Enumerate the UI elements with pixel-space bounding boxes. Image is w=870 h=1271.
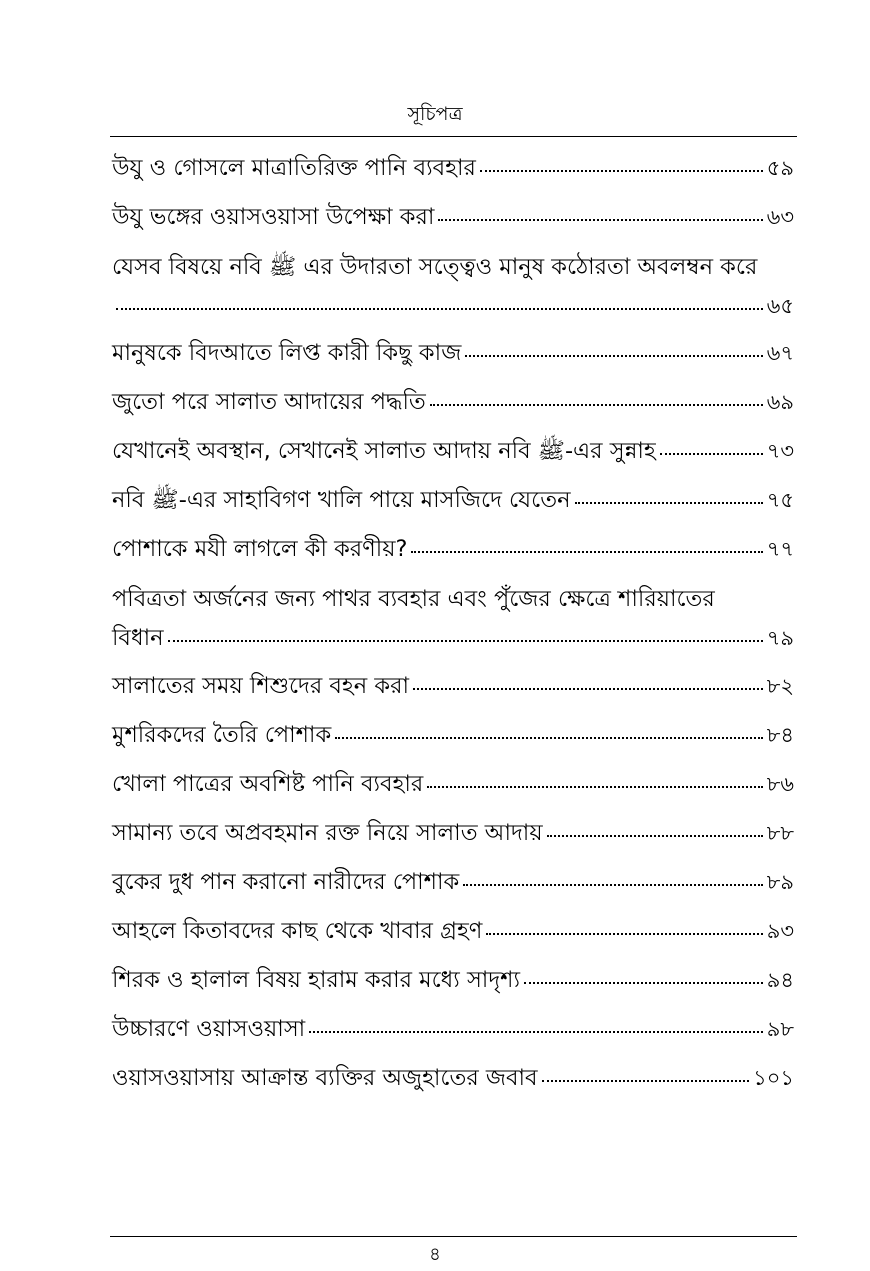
toc-entry-page: ৬৫	[766, 294, 794, 318]
footer-divider	[110, 1236, 797, 1237]
toc-row	[112, 722, 794, 749]
toc-entry-title: আহলে কিতাবদের কাছ থেকে খাবার গ্রহণ	[112, 918, 483, 944]
toc-entry	[112, 536, 794, 563]
toc-entry-title: মুশরিকদের তৈরি পোশাক	[112, 722, 332, 748]
toc-entry-title: বিধান	[112, 625, 164, 651]
toc-entry	[112, 487, 794, 514]
toc-entry	[112, 155, 794, 182]
toc-row	[112, 673, 794, 700]
toc-entry-title: উচ্চারণে ওয়াসওয়াসা	[112, 1016, 306, 1042]
toc-entry-title: উযু ভঙ্গের ওয়াসওয়াসা উপেক্ষা করা	[112, 204, 435, 230]
toc-row	[112, 967, 794, 994]
toc-entry	[112, 1065, 794, 1092]
toc-entry-title: নবি ﷺ-এর সাহাবিগণ খালি পায়ে মাসজিদে যেতেন	[112, 487, 571, 513]
toc-entry-title: যেখানেই অবস্থান, সেখানেই সালাত আদায় নবি ﷺ-এর সুন্নাহ	[112, 438, 656, 464]
toc-row	[112, 536, 794, 563]
toc-entry	[112, 918, 794, 945]
toc-row	[112, 869, 794, 896]
dot-leader	[438, 219, 762, 221]
toc-entry	[112, 869, 794, 896]
toc-entry-title: উযু ও গোসলে মাত্রাতিরিক্ত পানি ব্যবহার	[112, 155, 476, 181]
toc-entry-page: ৮২	[766, 674, 794, 698]
toc-entry-page: ৮৪	[766, 723, 794, 747]
dot-leader	[547, 835, 763, 837]
dot-leader	[480, 170, 763, 172]
toc-entry-title: ওয়াসওয়াসায় আক্রান্ত ব্যক্তির অজুহাতের জবাব	[112, 1065, 538, 1091]
toc-row	[112, 155, 794, 182]
toc-entry-title: সামান্য তবে অপ্রবহমান রক্ত নিয়ে সালাত আদায়	[112, 820, 543, 846]
dot-leader	[413, 688, 763, 690]
toc-entry-title: বুকের দুধ পান করানো নারীদের পোশাক	[112, 869, 460, 895]
toc-row	[112, 771, 794, 798]
dot-leader	[168, 640, 763, 642]
toc-entry-page: ৮৮	[766, 821, 794, 845]
toc-entry-title: পোশাকে মযী লাগলে কী করণীয়?	[112, 536, 408, 562]
toc-entry	[112, 438, 794, 465]
toc-row	[112, 389, 794, 416]
dot-leader	[309, 1031, 763, 1033]
toc-entry	[112, 340, 794, 367]
toc-entry-page: ১০১	[753, 1066, 794, 1090]
page-header-title: সূচিপত্র	[407, 103, 463, 125]
dot-leader	[465, 355, 762, 357]
dot-leader	[430, 404, 763, 406]
toc-row	[112, 1065, 794, 1092]
toc-entry-page: ৭৩	[766, 439, 794, 463]
header-divider	[110, 136, 797, 137]
dot-leader	[660, 453, 763, 455]
dot-leader	[486, 933, 762, 935]
dot-leader	[463, 884, 762, 886]
table-of-contents	[112, 140, 794, 1092]
toc-entry-title-line: যেসব বিষয়ে নবি ﷺ এর উদারতা সত্ত্বেও মানুষ কঠোরতা অবলম্বন করে	[112, 254, 758, 280]
toc-entry-page: ৭৫	[766, 488, 794, 512]
toc-entry-title-line: পবিত্রতা অর্জনের জন্য পাথর ব্যবহার এবং পুঁজের ক্ষেত্রে শারিয়াতের	[112, 586, 715, 612]
toc-row	[112, 487, 794, 514]
toc-entry-page: ৭৭	[766, 537, 794, 561]
toc-entry	[112, 254, 794, 320]
toc-row	[112, 1016, 794, 1043]
page-number: ৪	[429, 1244, 441, 1265]
dot-leader	[411, 551, 762, 553]
toc-entry-title: সালাতের সময় শিশুদের বহন করা	[112, 673, 409, 699]
toc-entry	[112, 771, 794, 798]
toc-row	[112, 340, 794, 367]
toc-entry	[112, 1016, 794, 1043]
toc-row	[112, 204, 794, 231]
toc-entry-page: ৭৯	[766, 626, 794, 650]
toc-entry	[112, 967, 794, 994]
toc-entry-page: ৫৯	[766, 156, 794, 180]
toc-entry-title: মানুষকে বিদআতে লিপ্ত কারী কিছু কাজ	[112, 340, 462, 366]
toc-entry-title: শিরক ও হালাল বিষয় হারাম করার মধ্যে সাদৃশ্য	[112, 967, 520, 993]
toc-entry	[112, 722, 794, 749]
toc-entry	[112, 389, 794, 416]
toc-row	[112, 625, 794, 652]
toc-entry-page: ৯৩	[766, 919, 794, 943]
toc-entry-page: ৬৭	[766, 341, 794, 365]
toc-row	[112, 293, 794, 320]
toc-entry-title: খোলা পাত্রের অবশিষ্ট পানি ব্যবহার	[112, 771, 424, 797]
dot-leader	[575, 502, 763, 504]
toc-row	[112, 918, 794, 945]
dot-leader	[542, 1080, 750, 1082]
dot-leader	[524, 982, 763, 984]
toc-entry-page: ৬৯	[766, 390, 794, 414]
toc-entry-page: ৮৯	[766, 870, 794, 894]
toc-entry-page: ৯৮	[766, 1017, 794, 1041]
toc-entry-page: ৯৪	[766, 968, 794, 992]
toc-entry	[112, 673, 794, 700]
toc-row	[112, 438, 794, 465]
toc-entry-page: ৬৩	[766, 205, 794, 229]
dot-leader	[335, 737, 763, 739]
toc-entry	[112, 586, 794, 652]
toc-row	[112, 820, 794, 847]
toc-entry-page: ৮৬	[766, 772, 794, 796]
dot-leader	[116, 308, 763, 310]
toc-entry-title: জুতো পরে সালাত আদায়ের পদ্ধতি	[112, 389, 426, 415]
toc-entry	[112, 204, 794, 231]
toc-entry	[112, 820, 794, 847]
dot-leader	[427, 786, 762, 788]
